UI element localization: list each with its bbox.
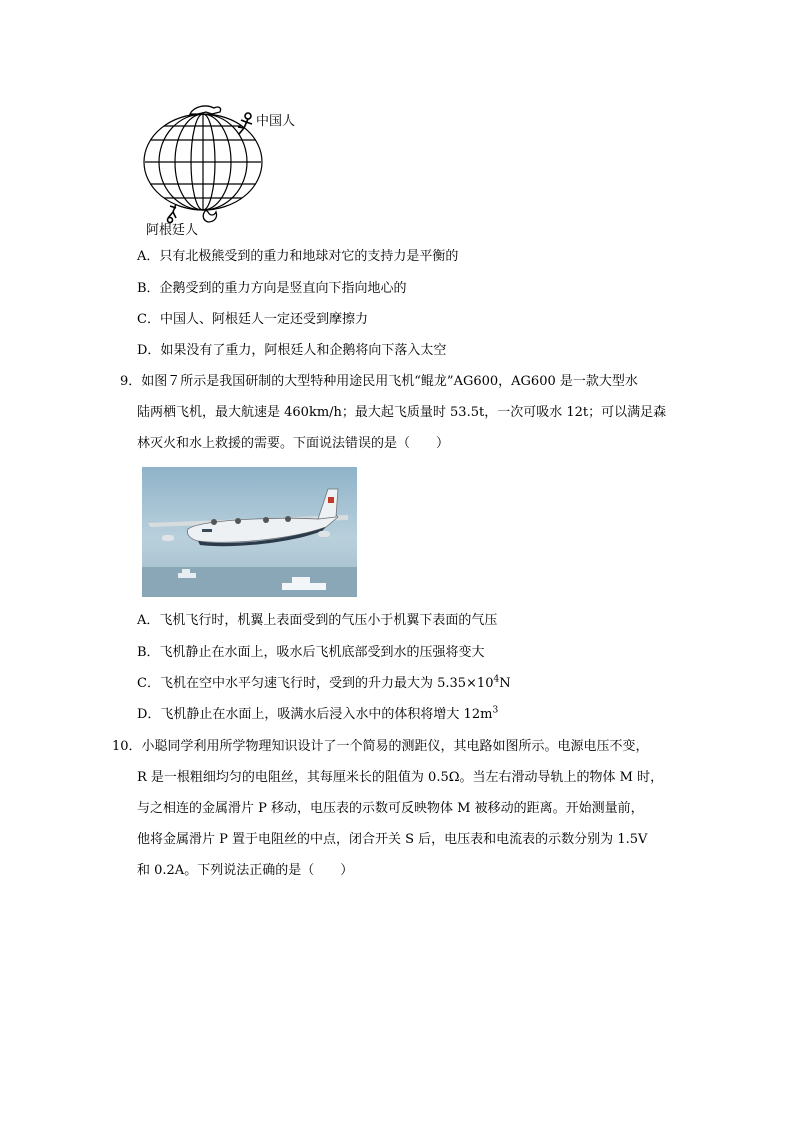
chinese-person-icon: [238, 113, 252, 134]
q9-option-c: C．飞机在空中水平匀速飞行时，受到的升力最大为 $5.35\times 10^4N$: [137, 674, 511, 691]
q8-option-d: D．如果没有了重力，阿根廷人和企鹅将向下落入太空: [137, 343, 447, 358]
q8-option-a: A．只有北极熊受到的重力和地球对它的支持力是平衡的: [137, 249, 459, 264]
q9-stem-line1: 9．如图７所示是我国研制的大型特种用途民用飞机“鲲龙”AG600，AG600 是一款大型水: [120, 374, 638, 389]
q8-option-c: C．中国人、阿根廷人一定还受到摩擦力: [137, 312, 368, 327]
label-chinese: 中国人: [256, 114, 296, 129]
q9-option-a: A．飞机飞行时，机翼上表面受到的气压小于机翼下表面的气压: [137, 613, 498, 628]
q9-stem-line3: 林灭火和水上救援的需要。下面说法错误的是（ ）: [137, 436, 450, 451]
q9-option-d: D．飞机静止在水面上，吸满水后浸入水中的体积将增大 $12m^3$: [137, 705, 499, 722]
q10-stem-line1: 10．小聪同学利用所学物理知识设计了一个简易的测距仪，其电路如图所示。电源电压不变，: [112, 739, 649, 754]
q10-stem-line3: 与之相连的金属滑片 P 移动，电压表的示数可反映物体 M 被移动的距离。开始测量前，: [137, 801, 644, 816]
q10-stem-line5: 和 0.2A。下列说法正确的是（ ）: [137, 863, 354, 878]
label-argentinian: 阿根廷人: [146, 223, 199, 238]
q10-stem-line4: 他将金属滑片 P 置于电阻丝的中点，闭合开关 S 后，电压表和电流表的示数分别为 1.5V: [137, 832, 648, 847]
q9-stem-line2: 陆两栖飞机，最大航速是 460km/h；最大起飞质量时 53.5t，一次可吸水 12t；可以满足森: [137, 405, 667, 420]
q8-option-b: B．企鹅受到的重力方向是竖直向下指向地心的: [137, 281, 407, 296]
q10-stem-line2: R 是一根粗细均匀的电阻丝，其每厘米长的阻值为 0.5Ω。当左右滑动导轨上的物体 M 时，: [137, 770, 664, 785]
polar-bear-icon: [190, 106, 221, 114]
q9-option-b: B．飞机静止在水面上，吸水后飞机底部受到水的压强将变大: [137, 645, 485, 660]
penguin-icon: [203, 210, 216, 222]
aircraft-photo: [142, 467, 357, 597]
